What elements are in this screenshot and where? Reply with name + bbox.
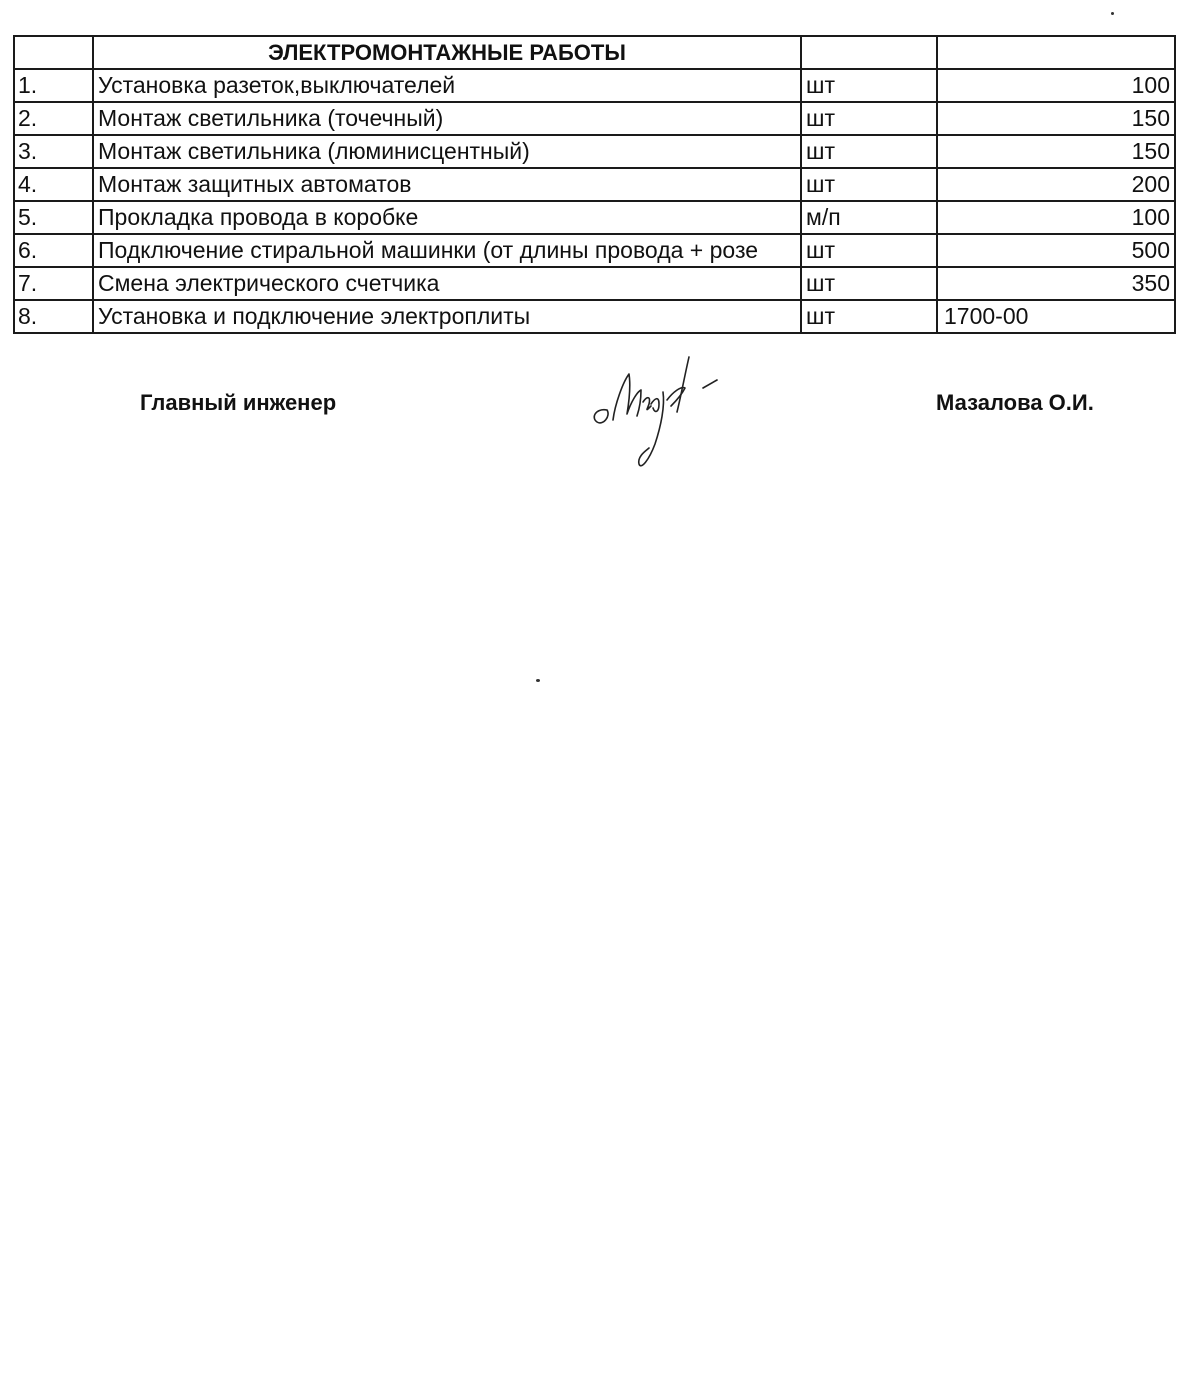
row-number: 5. <box>14 201 93 234</box>
header-num-cell <box>14 36 93 69</box>
table-row <box>14 135 1175 168</box>
unit: шт <box>801 168 937 201</box>
signature-icon <box>585 352 725 477</box>
row-number: 3. <box>14 135 93 168</box>
header-price-cell <box>937 36 1175 69</box>
work-name: Подключение стиральной машинки (от длины провода + розе <box>93 234 801 267</box>
row-number: 1. <box>14 69 93 102</box>
price: 150 <box>937 135 1175 168</box>
table-title: ЭЛЕКТРОМОНТАЖНЫЕ РАБОТЫ <box>93 36 801 69</box>
work-name: Монтаж защитных автоматов <box>93 168 801 201</box>
scan-speck <box>1111 12 1114 15</box>
work-name: Смена электрического счетчика <box>93 267 801 300</box>
work-name: Установка и подключение электроплиты <box>93 300 801 333</box>
table-row <box>14 300 1175 333</box>
unit: м/п <box>801 201 937 234</box>
price-table <box>13 35 1176 334</box>
unit: шт <box>801 234 937 267</box>
work-name: Монтаж светильника (точечный) <box>93 102 801 135</box>
unit: шт <box>801 102 937 135</box>
table-row <box>14 69 1175 102</box>
price: 100 <box>937 201 1175 234</box>
row-number: 6. <box>14 234 93 267</box>
table-row <box>14 201 1175 234</box>
work-name: Монтаж светильника (люминисцентный) <box>93 135 801 168</box>
price: 100 <box>937 69 1175 102</box>
row-number: 7. <box>14 267 93 300</box>
table-row <box>14 267 1175 300</box>
price: 150 <box>937 102 1175 135</box>
unit: шт <box>801 300 937 333</box>
scan-speck <box>536 679 540 682</box>
work-name: Установка разеток,выключателей <box>93 69 801 102</box>
table-header-row <box>14 36 1175 69</box>
table-row <box>14 102 1175 135</box>
work-name: Прокладка провода в коробке <box>93 201 801 234</box>
unit: шт <box>801 69 937 102</box>
row-number: 4. <box>14 168 93 201</box>
table-row <box>14 168 1175 201</box>
price: 1700-00 <box>937 300 1175 333</box>
unit: шт <box>801 267 937 300</box>
header-unit-cell <box>801 36 937 69</box>
signer-title: Главный инженер <box>140 390 337 415</box>
price: 200 <box>937 168 1175 201</box>
unit: шт <box>801 135 937 168</box>
price: 350 <box>937 267 1175 300</box>
row-number: 2. <box>14 102 93 135</box>
signer-name: Мазалова О.И. <box>936 390 1094 415</box>
row-number: 8. <box>14 300 93 333</box>
table-row <box>14 234 1175 267</box>
price: 500 <box>937 234 1175 267</box>
